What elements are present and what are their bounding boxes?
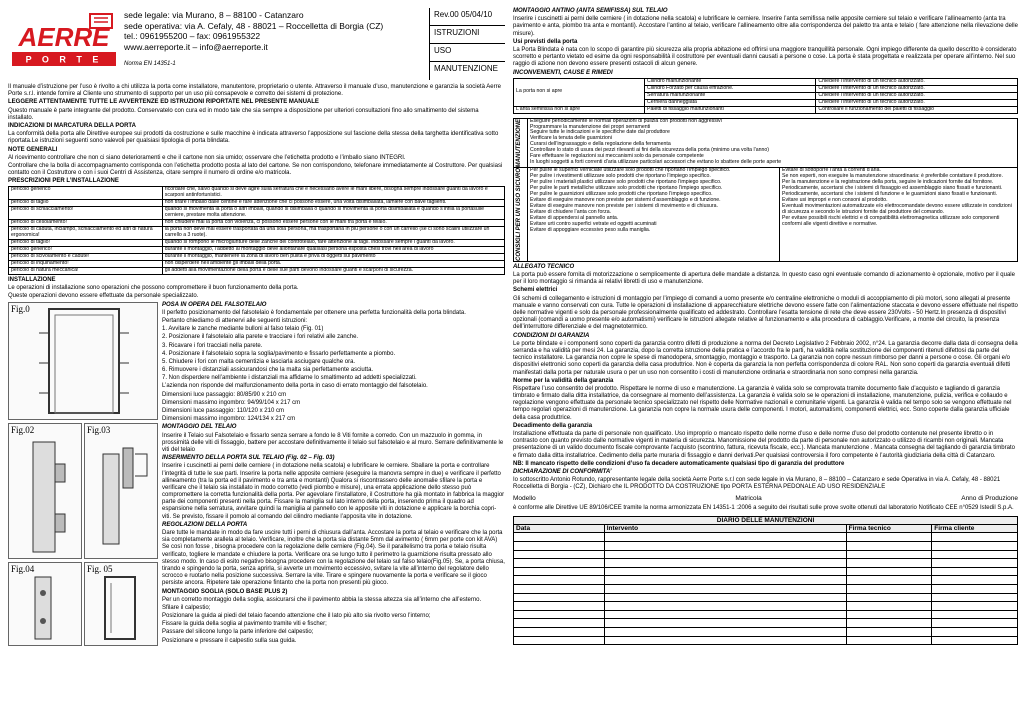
diario-row	[514, 610, 1018, 619]
inconveniente-causa: Cilindro malfunzionante	[645, 78, 816, 85]
diario-cell[interactable]	[846, 610, 932, 619]
install-section	[8, 302, 505, 646]
header-line3: tel.: 0961955200 – fax: 0961955322	[124, 31, 261, 42]
diario-cell[interactable]	[932, 636, 1018, 645]
falsotelaio-item: 2. Posizionare il falsotelaio alla parete e tracciare i fori relativi alle zanche.	[162, 334, 359, 341]
heading-decadimento: Decadimento della garanzia	[513, 422, 593, 429]
manutenzione-item: Fare effettuare le regolazioni sui meccanismi solo da personale competente	[530, 153, 704, 160]
install-instructions	[162, 302, 505, 646]
inconveniente-causa: Serratura malfunzionante	[645, 92, 816, 99]
consigli-label-cell	[514, 167, 528, 261]
inconvenienti-table	[513, 78, 1018, 114]
soglia-item: Passare del silicone lungo la parte inferiore del calpestio;	[162, 629, 314, 636]
diario-cell[interactable]	[604, 610, 846, 619]
diario-cell[interactable]	[604, 619, 846, 628]
note-text-2: Controllare che la bolla di accompagnamento corrisponda con l’etichetta prodotto posta al lato del cartone. Se non corrispondono, telefonare immediatamente al Costruttore. Per qualsiasi contatto con il Costruttore o con i suoi Centri di Assistenza, citare sempre il numero di ordine e/o matricola.	[8, 162, 503, 177]
consigli-left: Per pulire le superfici verniciate utilizzare solo prodotti che riportano l’impiego specifico. Per pulire i rivestimenti utilizzare solo prodotti che riportano l’impiego specifico. Per pulire i materiali plastici utilizzare solo prodotti che riportano l’impiego specifico. Per pulire le parti metalliche utilizzare solo prodotti che riportano l’impiego specifico. Per pulire le guarnizioni utilizzare solo prodotti che riportano l’impiego specifico. Evitare di eseguire manovre non previste per sistemi d’assemblaggio e di funzione. Evitare di eseguire manovre non previste per i sistemi di movimento e di chiusura. Evitare di chiudere l’anta con forza. Evitare di appendersi al pannello anta. Evitare urti contro superfici vetrate ed oggetti acuminati Evitare di appoggiare eccessivo peso sulla maniglia.	[528, 167, 780, 261]
heading-read: LEGGERE ATTENTAMENTE TUTTE LE AVVERTENZE ED ISTRUZIONI RIPORTATE NEL PRESENTE MANUALE	[8, 99, 319, 106]
inserimento-text: Inserire i cuscinetti ai perni delle cerniere ( in dotazione nella scatola) e lubrificare le cerniere. Sballare la porta e controllare l’integrità di tutte le sue parti. Inserire la porta nelle apposite cerniere (eseguire la manovra sempre in due) e verificare il perfetto allineamento (tra la porta ed il pavimento e tra anta e montanti) Qualora si riscontrassero delle anomalie sfilare la porta e verificare che il telaio sia installato in modo corretto (vedi piombo e misure), una errata applicazione dello stesso può compromettere la corretta funzionalità della porta. Per agevolare l’installatore, il Costruttore ha già montato in fabbrica la maggior parte dei componenti presenti nella porta. Fissare la maniglia sul lato interno della porta, inserendo prima il quadro ad espansione nella serratura, avvitare quindi la maniglia al pannello con le apposite viti in dotazione e applicare la borchia copri-viti. Se previsto, fissare il pomolo al comando del cilindro mediante l’apposita vite in dotazione.	[162, 463, 505, 520]
company-logo	[8, 8, 120, 80]
diario-cell[interactable]	[514, 567, 605, 576]
diario-cell[interactable]	[514, 585, 605, 594]
inconveniente-rimedio: Chiedere l’intervento di un tecnico autorizzato.	[816, 92, 1018, 99]
diario-cell[interactable]	[604, 542, 846, 551]
header-uso: USO	[430, 44, 505, 62]
prescrizione-row	[9, 207, 505, 220]
signature-row	[513, 495, 1018, 503]
left-column	[8, 8, 505, 646]
diario-row	[514, 542, 1018, 551]
prescrizione-descrizione: quando si movimenta la porta o altri imballi, quando si disimballa o quando si movimenta la porta disimballata e quando s’infila la portasulle cerniere, prestare molta attenzione.	[162, 207, 504, 220]
installazione-text-2: Queste operazioni devono essere effettuate da personale specializzato.	[8, 293, 199, 300]
manutenzione-item: Programmare la manutenzione dei propri serramenti	[530, 123, 651, 130]
diario-cell[interactable]	[514, 550, 605, 559]
diario-cell[interactable]	[604, 627, 846, 636]
inconveniente-row	[514, 78, 1018, 85]
falsotelaio-item: Dimensioni massimo ingombro: 94/99/104 x 217 cm	[162, 399, 301, 406]
falsotelaio-item: 4. Posizionare il falsotelaio sopra la soglia/pavimento e fissarlo perfettamente a piombo.	[162, 350, 396, 357]
marcatura-text: La conformità della porta alle Direttive europee sui prodotti da costruzione e sulle macchine è indicata attraverso l’apposizione sul fascione della stessa della targhetta identificativa sotto riportata.Le istruzioni seguenti sono valevoli per qualsiasi tipologia di porta blindata.	[8, 131, 499, 145]
header-norma: Norma EN 14351-1	[124, 60, 176, 67]
falsotelaio-item: Dimensioni luce passaggio: 110/120 x 210 cm	[162, 408, 284, 415]
svg-text:AERRE: AERRE	[18, 22, 110, 52]
diario-row	[514, 619, 1018, 628]
prescrizione-pericolo: pericolo generico!	[9, 247, 163, 254]
diario-cell[interactable]	[932, 627, 1018, 636]
falsotelaio-item: 7. Non disperdere nell’ambiente i distanziali ma affidarne lo smaltimento ad addetti specializzati.	[162, 375, 417, 382]
aerre-logo-icon	[8, 8, 120, 80]
heading-norme: Norme per la validità della garanzia	[513, 377, 614, 384]
figure-05	[84, 562, 158, 646]
falsotelaio-list	[162, 310, 505, 424]
hinge-adjust-drawing-icon	[9, 563, 81, 645]
antino-text: Inserire i cuscinetti ai perni delle cerniere ( in dotazione nella scatola) e lubrificare le cerniere. Inserire l’anta semifissa nelle apposite cerniere sul telaio e verificare l’allineamento (anta tra pavimento e anta, piombo tra anta e montanti). Accostare l’antino al telaio, verificare l’allineamento oltre alla corrispondenza del paletto tra anta e telaio ( fare attenzione nella rilevazione delle misure).	[513, 16, 1018, 37]
diario-cell[interactable]	[846, 542, 932, 551]
falsotelaio-item: 6. Rimuovere i distanziali assicurandosi che la malta sia perfettamente asciutta.	[162, 367, 374, 374]
right-column	[513, 8, 1018, 645]
read-text: Questo manuale è parte integrante del prodotto. Conservatelo con cura ed in modo tale che sia sempre a disposizione per ulteriori consultazioni fino allo smaltimento del sistema installato.	[8, 107, 479, 121]
diario-row	[514, 576, 1018, 585]
prescrizione-pericolo: pericolo di schiacciamento!	[9, 207, 163, 220]
decadimento-text: Installazione effettuata da parte di personale non qualificato. Uso improprio o mancato rispetto delle norme d’uso e delle norme d’uso del prodotto contenute nel presente libretto o in contrasto con quanto previsto dalle normative vigenti in materia di sicurezza. Manomissione del prodotto da parte di personale non autorizzato o utilizzo di ricambi non originali. Mancata presentazione di un valido documento fiscale comprovante l’acquisto (scontrino, fattura, ricevuta fiscale, ecc.). Mancata manutenzione . Mancata consegna del tagliando di garanzia timbrato e firmato dalla ditta installatrice. Cedimento della parte muraria di fissaggio e danni derivati.Per qualsiasi controversia il foro competente è l’autorità giudiziaria della città di Catanzaro.	[513, 431, 1015, 459]
inconveniente-rimedio: Controllare il funzionamento dei paletti di fissaggio	[816, 106, 1018, 113]
prescrizione-descrizione: durante il montaggio, mantenere la zona di lavoro ben pulita e priva di oggetti sul pavimento	[162, 254, 504, 261]
manutenzione-item: Controllare lo stato di usura dei pezzi rilevanti ai fini della sicurezza della porta (minimo una volta l’anno)	[530, 147, 770, 154]
prescrizione-row	[9, 268, 505, 275]
diario-cell[interactable]	[514, 533, 605, 542]
soglia-item: Posizionare la guida ai piedi del telaio facendo attenzione che il lato più alto sia rivolto verso l’interno;	[162, 613, 431, 620]
diario-cell[interactable]	[514, 576, 605, 585]
header-line2: sede operativa: via A. Cefaly, 48 - 88021 – Roccelletta di Borgia (CZ)	[124, 20, 384, 31]
diario-cell[interactable]	[604, 602, 846, 611]
diario-cell[interactable]	[932, 593, 1018, 602]
diario-cell[interactable]	[514, 593, 605, 602]
figure-02-label: Fig.02	[11, 424, 35, 435]
prescrizione-pericolo: pericolo di scivolamento e cadute!	[9, 254, 163, 261]
diario-cell[interactable]	[604, 593, 846, 602]
manutenzione-label: MANUTENZIONE	[516, 118, 522, 167]
diario-manutenzioni-table	[513, 516, 1018, 646]
header-rev: Rev.00 05/04/10	[430, 8, 505, 26]
diario-col-firma-cliente: Firma cliente	[932, 524, 1018, 532]
falsotelaio-item: Il perfetto posizionamento del falsotelaio è fondamentale per ottenere una perfetta funzionalità della porta blindata.	[162, 309, 466, 316]
heading-antino: MONTAGGIO ANTINO (ANTA SEMIFISSA) SUL TELAIO	[513, 8, 668, 14]
header-line4: www.aerreporte.it – info@aerreporte.it	[124, 41, 268, 52]
diario-cell[interactable]	[604, 636, 846, 645]
manutenzione-item: Seguire tutte le indicazioni e le specifiche date dal produttore	[530, 129, 670, 136]
diario-title: DIARIO DELLE MANUTENZIONI	[514, 516, 1018, 524]
diario-cell[interactable]	[514, 542, 605, 551]
heading-inserimento: INSERIMENTO DELLA PORTA SUL TELAIO (Fig. 02 – Fig. 03)	[162, 455, 335, 462]
diario-col-intervento: Intervento	[604, 524, 846, 532]
heading-schemi: Schemi elettrici	[513, 287, 558, 294]
norme-text: Rispettare l’uso consentito del prodotto. Rispettare le norme di uso e manutenzione. La garanzia è valida solo se comprovata tramite documento fiale d’acquisto e tagliando di garanzia timbrato e firmato dalla ditta installatrice, da consegnare al momento dell’assistenza. La garanzia è valida solo se le operazioni di installazione, manutenzione, pulizia, verifica e collaudo e regolazione vengono effettuate da personale tecnico specializzato nel rispetto delle Normative nazionali e comunitarie vigenti. La garanzia è valida nel tempo solo se vengono effettuate nel tempo regolari operazioni di manutenzione. La garanzia non copre la normale usura delle componenti. I motori, automatismi, componenti elettrici, ecc. Sono coperte dalla garanzia ufficiale della casa produttrice.	[513, 385, 1012, 421]
heading-garanzia: CONDIZIONI DI GARANZIA	[513, 332, 590, 339]
prescrizione-pericolo: pericolo di inquinamento!	[9, 261, 163, 268]
diario-cell[interactable]	[846, 627, 932, 636]
diario-row	[514, 636, 1018, 645]
diario-cell[interactable]	[514, 619, 605, 628]
heading-marcatura: INDICAZIONI DI MARCATURA DELLA PORTA	[8, 122, 136, 129]
diario-cell[interactable]	[514, 636, 605, 645]
garanzia-text: Le porte blindate e i componenti sono coperti da garanzia contro difetti di produzione a norma del Decreto Legislativo 2 Febbraio 2002, n°24. La garanzia decorre dalla data di consegna della serranda e ha validità per mesi 24. La garanzia, dopo la corretta istruzione della pratica e l’accordo fra le parti, ha validità nella sostituzione dei componenti ritenuti difettosi da parte del tecnico installatore. La garanzia non copre le spese di manodopera, smontaggio, montaggio e trasporto. La garanzia non copre nessun rimborso per danni a persone o cose. Gli organi e/o dispositivi elettronici sono coperti da garanzia della casa produttrice. Non è coperta da garanzia la non perfetta corrispondenza di colore RAL. Non sono coperti da garanzia eventuali difetti manifestati dalla porta per naturale usura o per un uso non consentito i costi di manutenzione ordinaria e straordinaria non sono compresi nella garanzia.	[513, 340, 1018, 376]
diario-cell[interactable]	[932, 567, 1018, 576]
manutenzione-table	[513, 118, 1018, 262]
manutenzione-item: In luoghi soggetti a forti correnti d’aria utilizzare particolari accessori che evitano lo sbattere delle porte aperte	[530, 159, 782, 166]
soglia-item: Sfilare il calpestio;	[162, 604, 211, 611]
diario-cell[interactable]	[604, 585, 846, 594]
prescrizione-descrizione: ricordare che, salvo quando si deve agire sulla serratura che è necessario avere le mani libere, bisogna sempre indossare guanti da lavoro e scarponi antinfortunistici.	[162, 187, 504, 200]
telaio-text: Inserire il Telaio sul Falsotelaio e fissarlo senza serrare a fondo le 8 Viti fornite a corredo. Con un mazzuolo in gomma, in prossimità delle viti di fissaggio, battere per accostare definitivamente il telaio sul falsotelaio e al muro. Serrare definitivamente le viti del telaio	[162, 432, 504, 453]
note-text-1: Al ricevimento controllare che non ci siano deterioramenti e che il cartone non sia umido; osservare che l’etichetta prodotto e l’imballo siano INTEGRI.	[8, 154, 406, 161]
diario-row	[514, 533, 1018, 542]
diario-cell[interactable]	[514, 559, 605, 568]
consigli-right: Evitare di sottoporre l’anta a correnti d’aria. Se non esperti, non eseguire la manutenzione straordinaria: è preferibile contattare il produttore. Per la manutenzione e la registrazione della porta, seguire le indicazioni fornite dal fornitore. Periodicamente, accertarsi che i sistemi di fissaggio ed assemblaggio siano fissati e funzionanti. Periodicamente, accertarsi che i sistemi di funzione e le guarnizioni siano fissati e funzionanti. Evitare usi impropri e non consoni al prodotto. Eventuali movimentazioni automatizzate e/o elettrocomandate devono essere utilizzate in condizioni di sicurezza e secondo le istruzioni fornite dal produttore del comando. Per evitare possibili rischi elettrici e di compatibilità elettromagnetica utilizzare solo componenti conformi alle vigenti direttive e normative.	[780, 167, 1018, 261]
header-istruzioni: ISTRUZIONI	[430, 26, 505, 44]
prescrizione-pericolo: pericolo di cesoiamento!	[9, 220, 163, 227]
diario-row	[514, 559, 1018, 568]
diario-cell[interactable]	[846, 602, 932, 611]
diario-cell[interactable]	[932, 533, 1018, 542]
prescrizione-pericolo: pericolo di natura meccanica!	[9, 268, 163, 275]
diario-cell[interactable]	[932, 542, 1018, 551]
inconveniente-causa: Paletti di fissaggio malfunzionanti	[645, 106, 816, 113]
falsotelaio-item: Pertanto chiediamo di attenervi alle seguenti istruzioni:	[162, 317, 308, 324]
field-modello: Modello	[513, 494, 536, 502]
figure-03	[84, 423, 158, 559]
inconveniente-row	[514, 106, 1018, 113]
regolazioni-text: Dare tutte le mandate in modo da fare uscire tutti i perni di chiusura dall’anta. Accostare la porta al telaio e verificare che la porta sia completamente arallela al telaio. Verificare, inoltre che la porta sia distante 5mm dal avimento ( 6mm per porte con kit AVA) Se così non fosse , bisogna procedere con la regolazione delle cerniere (Fig.04). Se il parallelismo tra porta e telaio risulta verificato, togliere le mandate e chiudere la porta. Verificare ora se lungo tutto il perimetro la guarnizione risulta pressato allo stesso modo. In caso di esito negativo bisogna procedere con la regolazione del telaio sul falso telaio(Fig.05). Se, a porta chiusa, tirando e spingendo la porta, senza aprirla, si avverte un movimento eccessivo, svitare la vite all’interno del regolatore dello scrocco e ruotarlo nella posizione successiva. Serrare la vite. Tirare e spingere nuovamente la porta e verificare se il gioco persiste ancora. Ripetere tale operazione fintanto che la porta non presenti più gioco.	[162, 530, 505, 587]
diario-cell[interactable]	[846, 593, 932, 602]
document-header	[8, 8, 505, 80]
prescrizione-pericolo: pericolo di taglio!	[9, 240, 163, 247]
svg-text:P O R T E: P O R T E	[25, 54, 103, 65]
diario-cell[interactable]	[846, 567, 932, 576]
diario-row	[514, 593, 1018, 602]
prescrizione-row	[9, 187, 505, 200]
schemi-text: Gli schemi di collegamento e istruzioni di montaggio per l’impiego di comandi a uomo presente e/o centraline elettroniche o moduli di accoppiamento di più motori, sono allegati al presente manuale e vanno conservati con cura. Tutte le operazioni di installazione di apparecchiature elettriche devono essere fatte con l’alimentazione staccata e devono essere effettuate nel rispetto delle normative vigenti e solo da personale professionalmente qualificato ed addestrato. Controllare l’esatta tensione di rete che deve essere 230Volts - 50 Hertz.In presenza di dispositivi opzionali (comandi a uomo presente e/o automatismi) verificare le istruzioni allegate relative al funzionamento e alla procedura di cablaggio.Verificare, a monte del circuito, la presenza dell’interruttore differenziale e del magnetotermico.	[513, 295, 1018, 331]
prescrizione-pericolo: pericolo di taglio	[9, 200, 163, 207]
diario-cell[interactable]	[604, 576, 846, 585]
soglia-item: Posizionare e pressare il calpestio sulla sua guida.	[162, 637, 297, 644]
diario-cell[interactable]	[932, 610, 1018, 619]
figure-02	[8, 423, 82, 559]
manutenzione-item: Curarsi dell’ingrassaggio e della regolazione della ferramenta	[530, 141, 671, 148]
diario-cell[interactable]	[846, 559, 932, 568]
diario-row	[514, 550, 1018, 559]
diario-cell[interactable]	[604, 533, 846, 542]
diario-cell[interactable]	[846, 619, 932, 628]
falsotelaio-item: 1. Avvitare le zanche mediante bulloni al falso telaio (Fig. 01)	[162, 326, 324, 333]
falsotelaio-item: 5. Chiudere i fori con malta cementizia e lasciarla asciugare qualche ora.	[162, 358, 356, 365]
diario-row	[514, 567, 1018, 576]
field-matricola: Matricola	[735, 494, 762, 502]
diario-cell[interactable]	[932, 585, 1018, 594]
diario-cell[interactable]	[846, 636, 932, 645]
dichiarazione-text-2: è conforme alle Direttive UE 89/106/CEE tramite la norma armonizzata EN 14351-1 :2006 a seguito dei risultati sulle prove svolte ottenuti dal laboratorio Notificato CEE n°0529 Istedil S.p.A.	[513, 505, 1014, 512]
heading-allegato: ALLEGATO TECNICO	[513, 263, 575, 270]
usi-text: La Porta Blindata è nata con lo scopo di garantire più sicurezza alla propria abitazione ed offrirsi una maggiore tranquillità personale. Ogni impiego differente da quello descritto è considerato scorretto e pertanto vietato ed esime da ogni responsabilità il costruttore per eventuali danni causati a persone o cose. La porta è stata progettata e realizzata per operare all’interno. Nel suo raggio di azione non devono essere presenti ostacoli di alcun genere.	[513, 46, 1017, 68]
prescrizione-row	[9, 227, 505, 240]
inconveniente-rimedio: Chiedere l’intervento di un tecnico autorizzato.	[816, 99, 1018, 106]
hinge-detail-drawing-icon	[85, 424, 157, 558]
nb-text: NB: Il mancato rispetto delle condizioni d’uso fa decadere automaticamente qualsiasi tipo di garanzia del produttore	[513, 460, 845, 467]
manutenzione-list	[528, 118, 1018, 167]
heading-prescrizioni: PRESCRIZIONI PER L’INSTALLAZIONE	[8, 178, 119, 185]
diario-col-data: Data	[514, 524, 605, 532]
heading-inconvenienti: INCONVENIENTI, CAUSE E RIMEDI	[513, 69, 613, 76]
prescrizione-descrizione: quando si rompono le microgiunture delle zanche del controtelaio, fare attenzione ai tagli. indossare sempre i guanti da lavoro.	[162, 240, 504, 247]
figure-04	[8, 562, 82, 646]
diario-cell[interactable]	[846, 576, 932, 585]
hinge-insert-drawing-icon	[9, 424, 81, 558]
heading-dichiarazione: DICHIARAZIONE DI CONFORMITA’	[513, 468, 612, 475]
header-manutenzione: MANUTENZIONE	[434, 64, 498, 73]
falsotelaio-item: Dimensioni massimo ingombro: 124/134 x 217 cm	[162, 416, 296, 423]
diario-row	[514, 585, 1018, 594]
dichiarazione-text: Io sottoscritto Antonio Rotundo, rappresentante legale della società Aerre Porte s.r.l con sede legale in via Murano, 8 – 88100 – Catanzaro e sede Operativa in via A. Cefaly, 48 - 88021 Roccelletta di Borgia - (CZ), Dichiaro che IL PRODOTTO DA COSTRUZIONE tipo PORTA ESTERNA PEDONALE AD USO RESIDENZIALE	[513, 477, 1001, 491]
diario-cell[interactable]	[604, 550, 846, 559]
figure-04-label: Fig.04	[11, 563, 35, 574]
prescrizione-pericolo: pericolo di caduta, inciampo, schiacciamento ed altri di natura ergonomica!	[9, 227, 163, 240]
figure-03-label: Fig.03	[87, 424, 111, 435]
inconveniente-causa: Cilindro Forzato per causa effrazione.	[645, 85, 816, 92]
prescrizione-descrizione: non tirare l’imballo dalle centine e fare attenzione che ci possono essere, una volta disimballata, lamiere con bave taglienti.	[162, 200, 504, 207]
prescrizione-descrizione: non chiudere mai la porta con violenza, ci possono essere persone con le mani tra porta e telaio.	[162, 220, 504, 227]
heading-telaio: MONTAGGIO DEL TELAIO	[162, 424, 237, 431]
header-address	[120, 8, 429, 80]
frame-adjust-drawing-icon	[85, 563, 157, 645]
heading-usi: Usi previsti della porta	[513, 38, 578, 45]
inconveniente-rimedio: Chiedere l’intervento di un tecnico autorizzato.	[816, 78, 1018, 85]
heading-note: NOTE GENERALI	[8, 146, 58, 153]
diario-cell[interactable]	[514, 602, 605, 611]
manutenzione-item: Verificare la tenuta delle guarnizioni	[530, 135, 612, 142]
manutenzione-label-cell	[514, 118, 528, 167]
allegato-text: La porta può essere fornita di motorizzazione o semplicemente di apertura delle mandate a distanza. In questo caso ogni eventuale comando di azionamento è opzionale, motivo per il quale per il loro montaggio si rimanda ai relativi libretti di uso e manutenzione.	[513, 272, 1015, 286]
installazione-text-1: Le operazioni di installazione sono operazioni che possono compromettere il buon funzionamento della porta.	[8, 285, 299, 292]
prescrizione-pericolo: pericolo generico	[9, 187, 163, 200]
prescrizione-descrizione: gli addetti alla movimentazione della porta e delle sue parti devono indossare guanti e scarponi di sicurezza.	[162, 268, 504, 275]
diario-cell[interactable]	[514, 627, 605, 636]
diario-cell[interactable]	[932, 619, 1018, 628]
diario-cell[interactable]	[846, 585, 932, 594]
diario-row	[514, 627, 1018, 636]
diario-cell[interactable]	[932, 559, 1018, 568]
prescrizione-descrizione: durante il montaggio, l’addetto al montaggio deve allontanare qualsiasi persona esposta chesi trovi nell’area di lavoro	[162, 247, 504, 254]
inconveniente-causa: Cerniera danneggiata	[645, 99, 816, 106]
figure-01	[8, 302, 158, 420]
intro-text: Il manuale d’istruzione per l’uso è rivolto a chi utilizza la porta come installatore, manutentore, proprietario o utente. Attraverso il manuale d’uso, manutenzione e garanzia la società Aerre Porte s.r.l. intende fornire al Cliente uno strumento di supporto per un uso più consapevole e corretto dei sistemi di protezione.	[8, 84, 501, 98]
diario-cell[interactable]	[604, 559, 846, 568]
heading-regolazioni: REGOLAZIONI DELLA PORTA	[162, 521, 248, 528]
diario-cell[interactable]	[846, 550, 932, 559]
prescrizioni-table	[8, 186, 505, 275]
falsotelaio-item: L’azienda non risponde del malfunzionamento della porta in caso di errato montaggio del falsotelaio.	[162, 383, 428, 390]
diario-cell[interactable]	[846, 533, 932, 542]
diario-cell[interactable]	[514, 610, 605, 619]
falsotelaio-item: 3. Ricavare i fori tracciati nella parete.	[162, 342, 263, 349]
heading-installazione: INSTALLAZIONE	[8, 277, 56, 284]
field-anno: Anno di Produzione	[961, 494, 1018, 502]
inconveniente-rimedio: Chiedere l’intervento di un tecnico autorizzato.	[816, 85, 1018, 92]
frame-drawing-icon	[9, 303, 157, 419]
diario-cell[interactable]	[932, 576, 1018, 585]
prescrizione-descrizione: non disperdere nell’ambiente gli imballi della porta.	[162, 261, 504, 268]
diario-row	[514, 602, 1018, 611]
diario-col-firma-tecnico: Firma tecnico	[846, 524, 932, 532]
soglia-item: Per un corretto montaggio della soglia, assicurarsi che il pavimento abbia la stessa altezza sia all’interno che all’esterno.	[162, 596, 482, 603]
soglia-list	[162, 597, 505, 645]
inconveniente-problema: L’anta semifissa non si apre	[514, 106, 645, 113]
figure-05-label: Fig. 05	[87, 563, 113, 574]
soglia-item: Fissare la guida della soglia al pavimento tramite viti e fischer;	[162, 621, 327, 628]
diario-cell[interactable]	[932, 550, 1018, 559]
heading-soglia: MONTAGGIO SOGLIA (SOLO BASE PLUS 2)	[162, 588, 288, 595]
diario-cell[interactable]	[604, 567, 846, 576]
prescrizione-descrizione: la porta non deve mai essere trasportata da una sola persona, ma trasportarla in più persone o con un carrello (se ci sono scalini utilizzare un carrello a 3 ruote).	[162, 227, 504, 240]
diario-cell[interactable]	[932, 602, 1018, 611]
inconveniente-problema: La porta non si apre	[514, 78, 645, 106]
figure-01-label: Fig.0	[11, 303, 30, 314]
header-revision-box	[429, 8, 505, 80]
falsotelaio-item: Dimensioni luce passaggio: 80/85/90 x 210 cm	[162, 391, 287, 398]
header-line1: sede legale: via Murano, 8 – 88100 - Catanzaro	[124, 10, 304, 20]
figures-column	[8, 302, 158, 646]
consigli-label: CONSIGLI PER UN USO SICURO	[516, 167, 522, 261]
manutenzione-item: Eseguire periodicamente le normali operazioni di pulizia con prodotti non aggressivi	[530, 117, 722, 124]
heading-falsotelaio: POSA IN OPERA DEL FALSOTELAIO	[162, 301, 267, 308]
